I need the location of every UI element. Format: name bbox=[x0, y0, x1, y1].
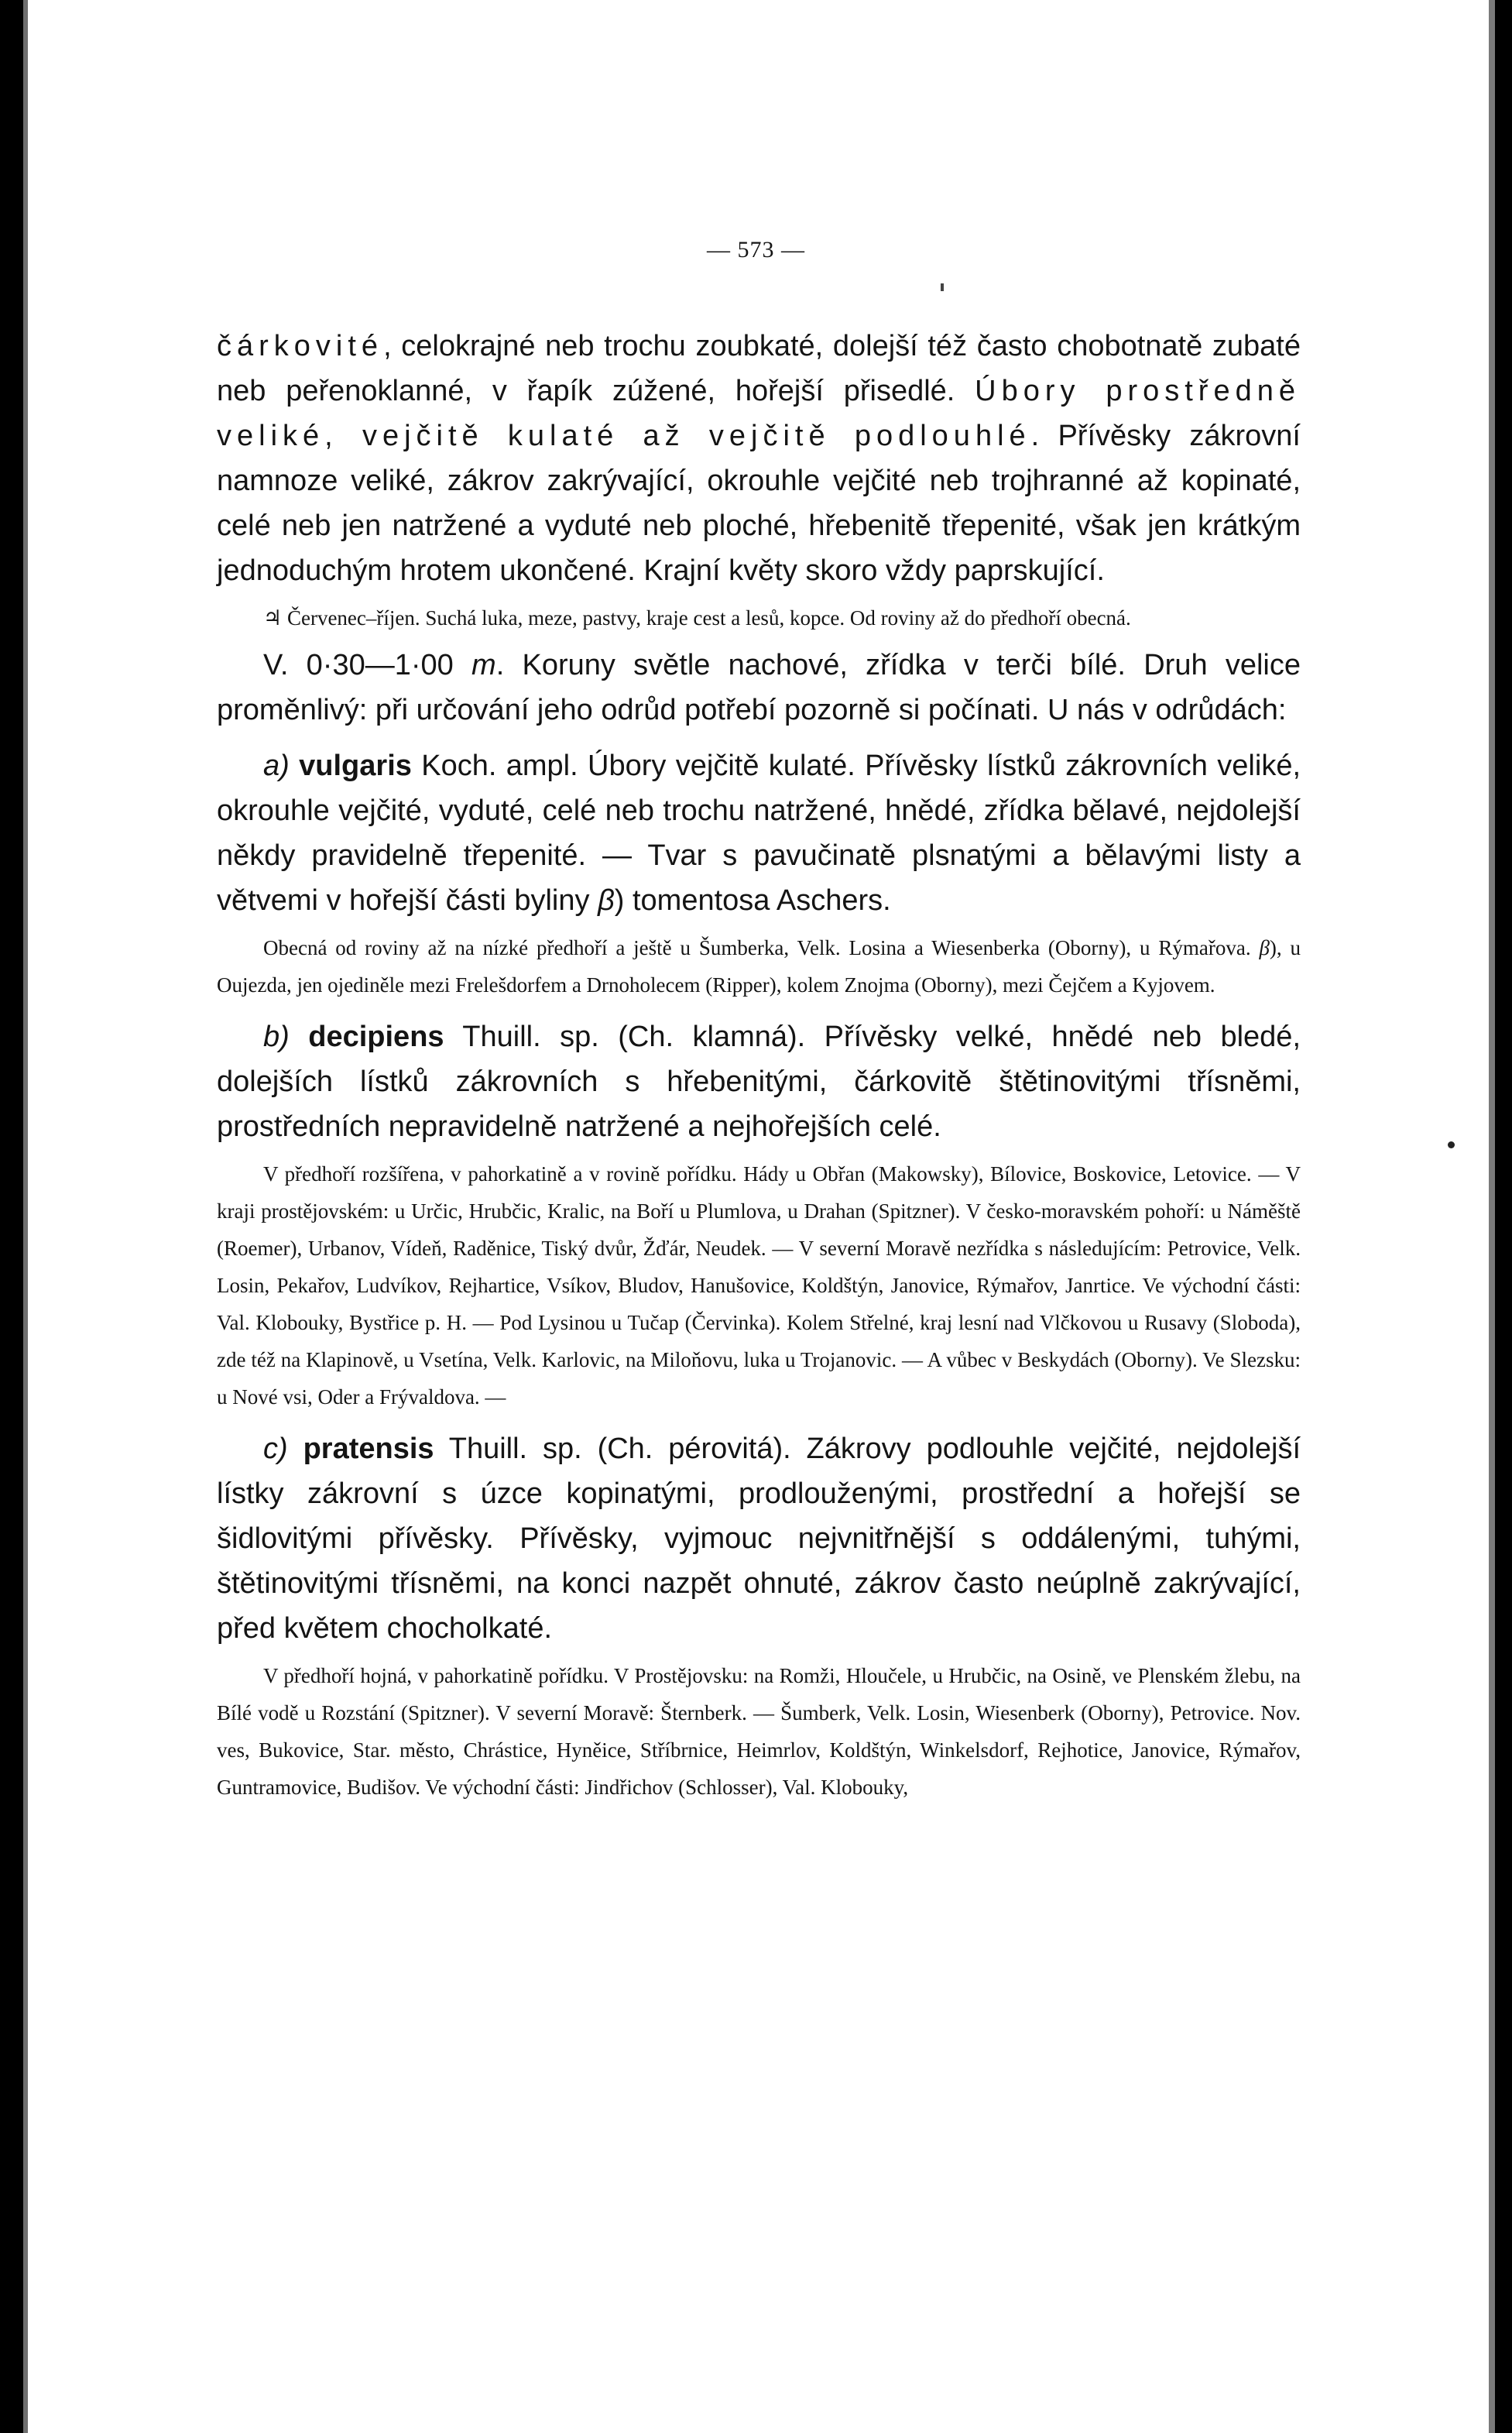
text-run: Thuill. sp. (Ch. pérovitá). Zákrovy podlouhle vejčité, nejdolejší lístky zákrovní s úzce kopinatými, prodlouženými, prostřední a hořejší se šidlovitými přívěsky. Přívěsky, vyjmouc nejvnitřnější s oddálenými, tuhými, štětinovitými třísněmi, na konci nazpět ohnuté, zákrov často neúplně zakrývající, před květem chocholkaté. bbox=[217, 1433, 1301, 1645]
variety-a bbox=[217, 743, 1301, 923]
print-speck bbox=[1448, 1141, 1455, 1148]
variety-name: pratensis bbox=[303, 1433, 434, 1465]
beta-symbol: β bbox=[1259, 936, 1270, 959]
height-value: V. 0·30—1·00 bbox=[263, 649, 472, 681]
variety-c-localities: V předhoří hojná, v pahorkatině pořídku. V Prostějovsku: na Romži, Hloučele, u Hrubčic, na Osině, ve Plenském žlebu, na Bílé vodě u Rozstání (Spitzner). V severní Moravě: Šternberk. — Šumberk, Velk. Losin, Wiesenberk (Oborny), Petrovice. Nov. ves, Bukovice, Star. město, Chrástice, Hyněice, Stříbrnice, Heimrlov, Koldštýn, Winkelsdorf, Rejhotice, Janovice, Rýmařov, Guntramovice, Budišov. Ve východní části: Jindřichov (Schlosser), Val. Klobouky, bbox=[217, 1664, 1301, 1799]
text-run: ) tomentosa Aschers. bbox=[614, 884, 891, 917]
unit: m bbox=[471, 649, 496, 681]
text-run: , celokrajné neb trochu zoubkaté, dolejší též často chobotnatě zubaté neb peřenoklanné, v řapík zúžené, hořejší přisedlé. bbox=[217, 330, 1301, 407]
variety-marker: b) bbox=[263, 1021, 290, 1053]
variety-a-localities bbox=[217, 929, 1301, 1004]
spaced-term: Úbory prostředně veliké, vejčitě kulaté až vejčitě podlouhlé bbox=[217, 375, 1301, 452]
text-run: . Koruny světle nachové, zřídka v terči bílé. Druh velice proměnlivý: při určování jeho odrůd potřebí pozorně si počínati. U nás v odrůdách: bbox=[217, 649, 1301, 726]
variety-marker: a) bbox=[263, 750, 290, 782]
scan-right-shadow bbox=[1489, 0, 1495, 2433]
variety-b-localities: V předhoří rozšířena, v pahorkatině a v rovině pořídku. Hády u Obřan (Makowsky), Bílovice, Boskovice, Letovice. — V kraji prostějovském: u Určic, Hrubčic, Kralic, na Boří u Plumlova, u Drahan (Spitzner). V česko-moravském pohoří: u Náměště (Roemer), Urbanov, Vídeň, Raděnice, Tiský dvůr, Žďár, Neudek. — V severní Moravě nezřídka s následujícím: Petrovice, Velk. Losin, Pekařov, Ludvíkov, Rejhartice, Vsíkov, Bludov, Hanušovice, Koldštýn, Janovice, Rýmařov, Janrtice. Ve východní části: Val. Klobouky, Bystřice p. H. — Pod Lysinou u Tučap (Červinka). Kolem Střelné, kraj lesní nad Vlčkovou u Rusavy (Sloboda), zde též na Klapinově, u Vsetína, Velk. Karlovic, na Miloňovu, luka u Trojanovic. — A vůbec v Beskydách (Oborny). Ve Slezsku: u Nové vsi, Oder a Frývaldova. — bbox=[217, 1162, 1301, 1409]
scan-left-edge bbox=[0, 0, 23, 2433]
text-run: Thuill. sp. (Ch. klamná). Přívěsky velké, hnědé neb bledé, dolejších lístků zákrovních s hřebenitými, čárkovitě štětinovitými třísněmi, prostředních nepravidelně natržené a nejhořejších celé. bbox=[217, 1021, 1301, 1143]
height-paragraph bbox=[217, 643, 1301, 733]
spaced-term: čárkovité bbox=[217, 330, 384, 362]
page-body bbox=[217, 324, 1301, 1806]
variety-marker: c) bbox=[263, 1433, 288, 1465]
beta-symbol: β bbox=[598, 884, 615, 917]
scan-right-edge bbox=[1495, 0, 1512, 2433]
variety-c bbox=[217, 1426, 1301, 1651]
variety-name: decipiens bbox=[308, 1021, 444, 1053]
text-run: ), u Oujezda, jen ojediněle mezi Frelešdorfem a Drnoholecem (Ripper), kolem Znojma (Oborny), mezi Čejčem a Kyjovem. bbox=[217, 936, 1301, 997]
variety-b bbox=[217, 1014, 1301, 1149]
print-speck bbox=[941, 283, 944, 291]
text-run: . Přívěsky zákrovní namnoze veliké, zákrov zakrývající, okrouhle vejčité neb trojhranné až kopinaté, celé neb jen natržené a vyduté neb ploché, hřebenitě třepenité, však jen krátkým jednoduchým hrotem ukončené. Krajní květy skoro vždy paprskující. bbox=[217, 420, 1301, 587]
page-number: — 573 — bbox=[707, 237, 805, 263]
habitat-note: ♃ Červenec–říjen. Suchá luka, meze, pastvy, kraje cest a lesů, kopce. Od roviny až do předhoří obecná. bbox=[263, 606, 1131, 630]
text-run: Koch. ampl. Úbory vejčitě kulaté. Přívěsky lístků zákrovních veliké, okrouhle vejčité, vyduté, celé neb trochu natržené, hnědé, zřídka bělavé, nejdolejší někdy pravidelně třepenité. — Tvar s pavučinatě plsnatými a bělavými listy a větvemi v hořejší části byliny bbox=[217, 750, 1301, 917]
text-run: Obecná od roviny až na nízké předhoří a ještě u Šumberka, Velk. Losina a Wiesenberka (Oborny), u Rýmařova. bbox=[263, 936, 1260, 959]
variety-name: vulgaris bbox=[299, 750, 412, 782]
description-paragraph bbox=[217, 324, 1301, 593]
scan-left-shadow bbox=[23, 0, 28, 2433]
